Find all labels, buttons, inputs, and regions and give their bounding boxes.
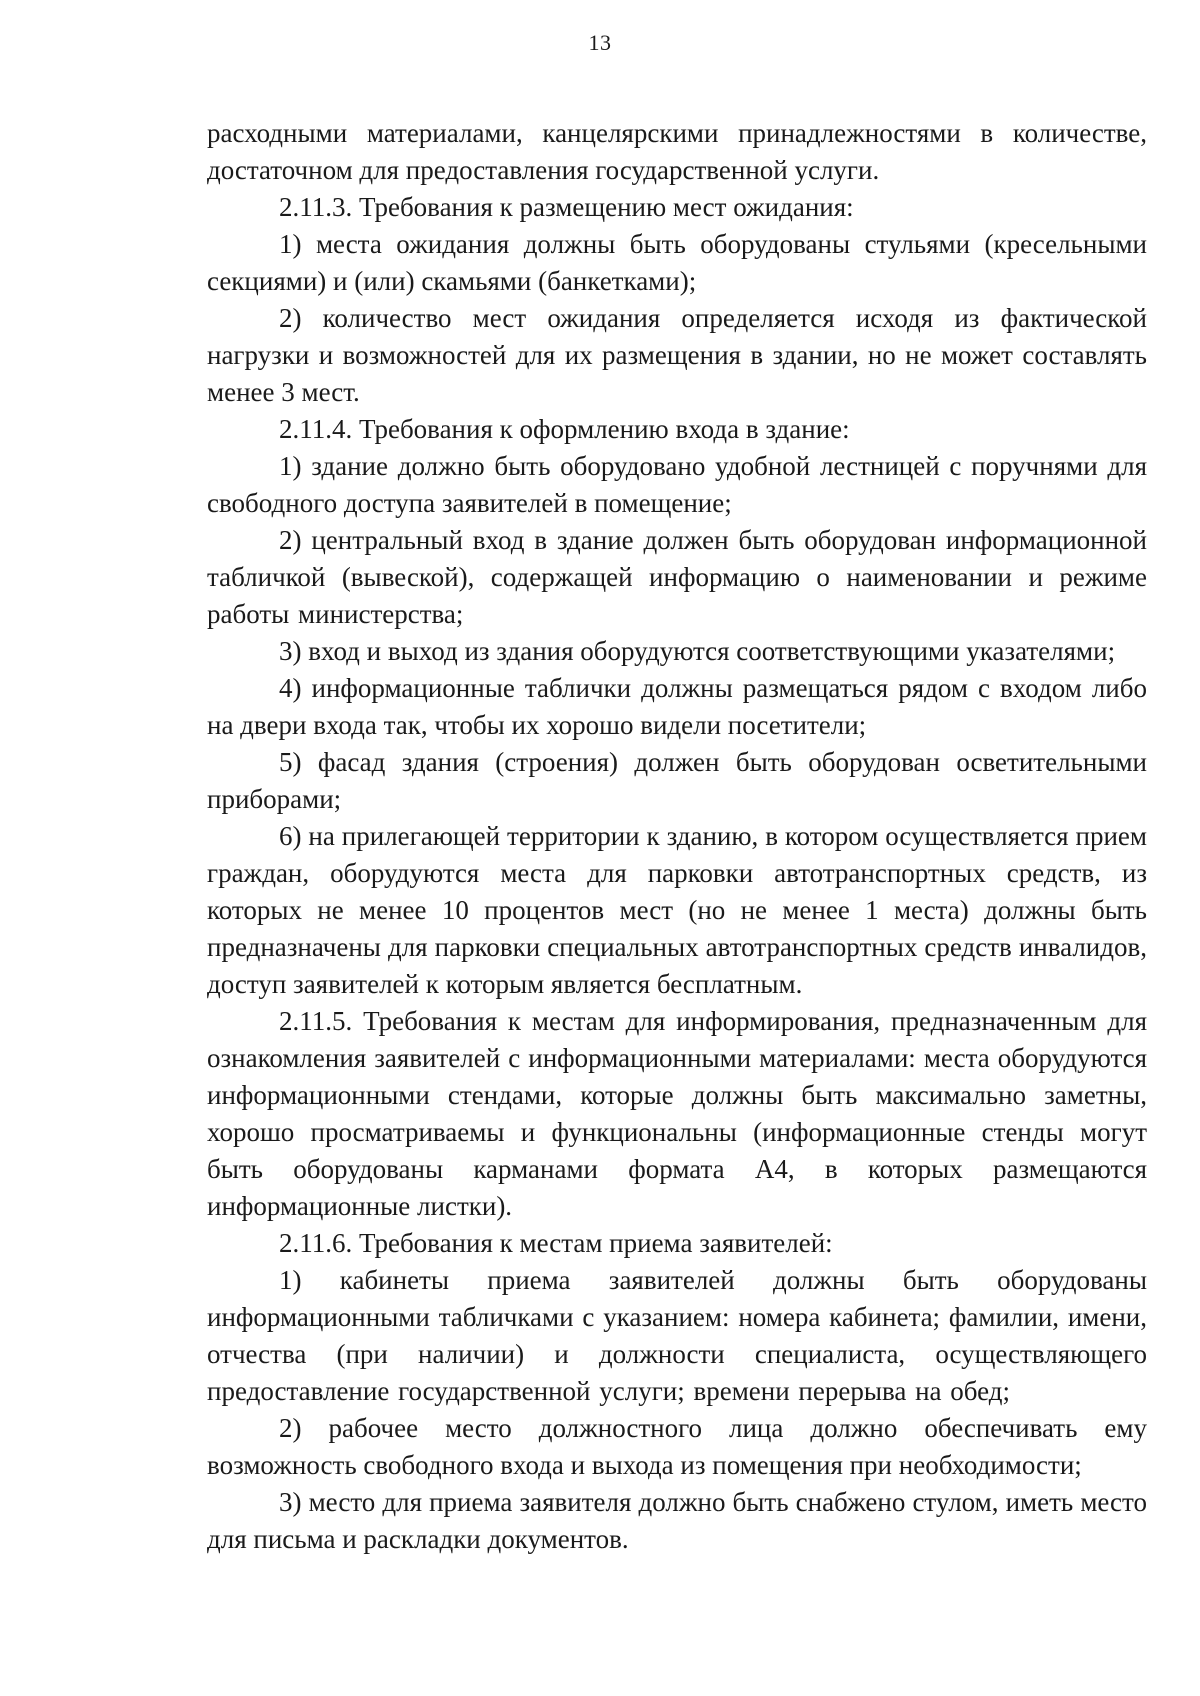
- list-item: 3) вход и выход из здания оборудуются соответствующими указателями;: [279, 636, 1116, 666]
- list-item: 6) на прилегающей территории к зданию, в котором осуществляется прием граждан, оборудуются места для парковки автотранспортных средств, из которых не менее 10 процентов мест (но не менее 1 места) должны быть предназначены для парковки специальных автотранспортных средств инвалидов, доступ заявителей к которым является бесплатным.: [207, 821, 1147, 999]
- list-item: 1) кабинеты приема заявителей должны быть оборудованы информационными табличками с указанием: номера кабинета; фамилии, имени, отчества (при наличии) и должности специалиста, осуществляющего предоставление государственной услуги; времени перерыва на обед;: [207, 1265, 1147, 1406]
- list-item: 3) место для приема заявителя должно быть снабжено стулом, иметь место для письма и раскладки документов.: [207, 1487, 1147, 1554]
- list-item: 2) рабочее место должностного лица должно обеспечивать ему возможность свободного входа и выхода из помещения при необходимости;: [207, 1413, 1147, 1480]
- list-item: 4) информационные таблички должны размещаться рядом с входом либо на двери входа так, чтобы их хорошо видели посетители;: [207, 673, 1147, 740]
- section-heading-2-11-4: 2.11.4. Требования к оформлению входа в здание:: [279, 414, 850, 444]
- paragraph-continuation: расходными материалами, канцелярскими принадлежностями в количестве, достаточном для предоставления государственной услуги.: [207, 118, 1147, 185]
- section-heading-2-11-6: 2.11.6. Требования к местам приема заявителей:: [279, 1228, 833, 1258]
- section-2-11-5: 2.11.5. Требования к местам для информирования, предназначенным для ознакомления заявителей с информационными материалами: места оборудуются информационными стендами, которые должны быть максимально заметны, хорошо просматриваемы и функциональны (информационные стенды могут быть оборудованы карманами формата А4, в которых размещаются информационные листки).: [207, 1006, 1147, 1221]
- list-item: 2) центральный вход в здание должен быть оборудован информационной табличкой (вывеской), содержащей информацию о наименовании и режиме работы министерства;: [207, 525, 1147, 629]
- page-number: 13: [588, 30, 612, 55]
- list-item: 2) количество мест ожидания определяется исходя из фактической нагрузки и возможностей для их размещения в здании, но не может составлять менее 3 мест.: [207, 303, 1147, 407]
- list-item: 1) места ожидания должны быть оборудованы стульями (кресельными секциями) и (или) скамьями (банкетками);: [207, 229, 1147, 296]
- document-body: [207, 115, 1147, 1558]
- list-item: 1) здание должно быть оборудовано удобной лестницей с поручнями для свободного доступа заявителей в помещение;: [207, 451, 1147, 518]
- section-heading-2-11-3: 2.11.3. Требования к размещению мест ожидания:: [279, 192, 854, 222]
- list-item: 5) фасад здания (строения) должен быть оборудован осветительными приборами;: [207, 747, 1147, 814]
